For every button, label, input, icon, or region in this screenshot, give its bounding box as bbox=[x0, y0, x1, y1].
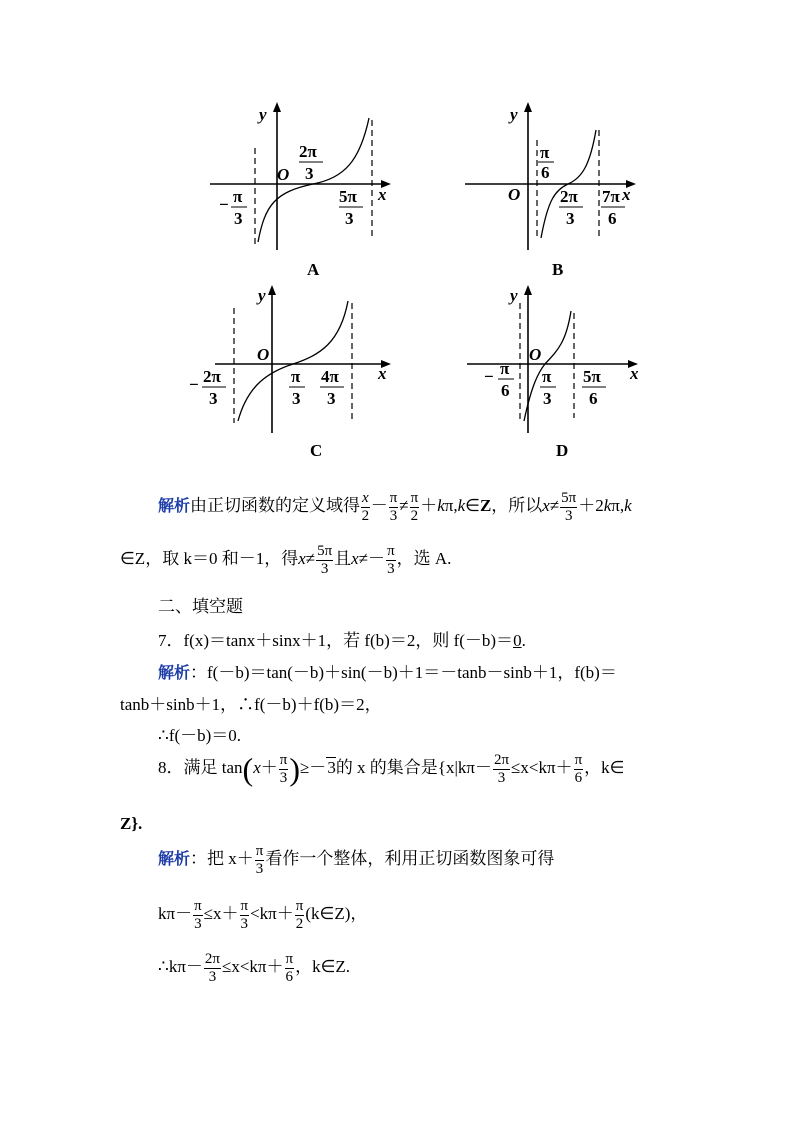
mark-den: 3 bbox=[209, 389, 218, 408]
x-label: x bbox=[630, 364, 639, 383]
y-arrow bbox=[524, 285, 532, 295]
q8-question: 8．满足 tan(x＋ $\frac{\pi}{3}$ )≥－3的 x 的集合是{x|kπ－ $\frac{2\pi}{3}$ ≤x<kπ＋ $\frac{\pi}{6}$ ，k∈ bbox=[158, 751, 625, 787]
mark-num: 5π bbox=[583, 367, 601, 386]
y-label: y bbox=[259, 105, 267, 124]
mark-den: 6 bbox=[589, 389, 598, 408]
mark-num: π bbox=[540, 143, 550, 162]
neg-sign: − bbox=[219, 195, 229, 214]
mark-num: 4π bbox=[321, 367, 339, 386]
q7-answer: 0 bbox=[513, 631, 522, 650]
x-label: x bbox=[378, 185, 387, 204]
graph-caption: D bbox=[556, 441, 569, 460]
mark-num: π bbox=[542, 367, 552, 386]
graph-b-svg bbox=[460, 100, 660, 280]
q7-solution-line2: tanb＋sinb＋1，∴f(－b)＋f(b)＝2， bbox=[120, 695, 382, 714]
y-arrow bbox=[524, 102, 532, 112]
mark-den: 6 bbox=[608, 209, 617, 228]
q6-solution-line1: 解析由正切函数的定义域得 $\frac{x}{2}$ － $\frac{\pi}{3}$ ≠ $\frac{\pi}{2}$ ＋kπ,k∈Z，所以x≠ $\frac{5\pi}{3}$ ＋2kπ,k bbox=[158, 490, 632, 524]
mark-den: 3 bbox=[327, 389, 336, 408]
mark-num: 2π bbox=[560, 187, 578, 206]
graph-b bbox=[460, 100, 660, 280]
y-label: y bbox=[258, 286, 266, 305]
mark-num: π bbox=[291, 367, 301, 386]
q8-solution-line2: kπ－ $\frac{\pi}{3}$ ≤x＋ $\frac{\pi}{3}$ <kπ＋ $\frac{\pi}{2}$ (k∈Z)， bbox=[158, 898, 368, 932]
mark-num: 7π bbox=[602, 187, 620, 206]
section-title: 二、填空题 bbox=[158, 597, 243, 616]
origin-label: O bbox=[277, 165, 290, 184]
q7-solution-line1: 解析：f(－b)＝tan(－b)＋sin(－b)＋1＝－tanb－sinb＋1，f(b)＝ bbox=[158, 663, 617, 682]
mark-den: 3 bbox=[566, 209, 575, 228]
mark-num: 5π bbox=[339, 187, 357, 206]
graph-d bbox=[462, 283, 662, 463]
jiexi-label: 解析 bbox=[158, 495, 191, 515]
mark-den: 3 bbox=[305, 164, 314, 183]
y-label: y bbox=[510, 286, 518, 305]
graph-a bbox=[205, 100, 405, 280]
x-label: x bbox=[378, 364, 387, 383]
mark-den: 3 bbox=[234, 209, 243, 228]
graph-a-svg bbox=[205, 100, 405, 280]
graph-caption: B bbox=[552, 260, 564, 279]
neg-sign: − bbox=[189, 375, 199, 394]
mark-num: 2π bbox=[299, 142, 317, 161]
mark-den: 6 bbox=[541, 163, 550, 182]
origin-label: O bbox=[508, 185, 521, 204]
mark-den: 3 bbox=[345, 209, 354, 228]
graph-c bbox=[185, 283, 405, 463]
q7-solution-line3: ∴f(－b)＝0. bbox=[158, 726, 242, 745]
mark-num: 2π bbox=[203, 367, 221, 386]
q8-solution-line3: ∴kπ－ $\frac{2\pi}{3}$ ≤x<kπ＋ $\frac{\pi}{6}$ ，k∈Z. bbox=[158, 951, 351, 985]
origin-label: O bbox=[257, 345, 270, 364]
graph-caption: A bbox=[307, 260, 320, 279]
neg-sign: − bbox=[484, 367, 494, 386]
mark-den: 3 bbox=[292, 389, 301, 408]
mark-num: π bbox=[233, 187, 243, 206]
graph-c-svg bbox=[185, 283, 405, 463]
y-arrow bbox=[268, 285, 276, 295]
y-label: y bbox=[510, 105, 518, 124]
graph-caption: C bbox=[310, 441, 323, 460]
x-label: x bbox=[622, 185, 631, 204]
jiexi-label: 解析 bbox=[158, 663, 191, 682]
q6-solution-line2: ∈Z，取 k＝0 和－1，得x≠ $\frac{5\pi}{3}$ 且x≠－ $\frac{\pi}{3}$ ，选 A. bbox=[120, 543, 452, 577]
q8-question-cont: Z}. bbox=[120, 814, 143, 833]
y-arrow bbox=[273, 102, 281, 112]
q8-solution-line1: 解析：把 x＋ $\frac{\pi}{3}$ 看作一个整体，利用正切函数图象可得 bbox=[158, 843, 555, 877]
jiexi-label: 解析 bbox=[158, 848, 191, 868]
mark-num: π bbox=[500, 359, 510, 378]
origin-label: O bbox=[529, 345, 542, 364]
graph-d-svg bbox=[462, 283, 662, 463]
mark-den: 3 bbox=[543, 389, 552, 408]
mark-den: 6 bbox=[501, 381, 510, 400]
q7-question: 7．f(x)＝tanx＋sinx＋1，若 f(b)＝2，则 f(－b)＝0. bbox=[158, 631, 526, 650]
